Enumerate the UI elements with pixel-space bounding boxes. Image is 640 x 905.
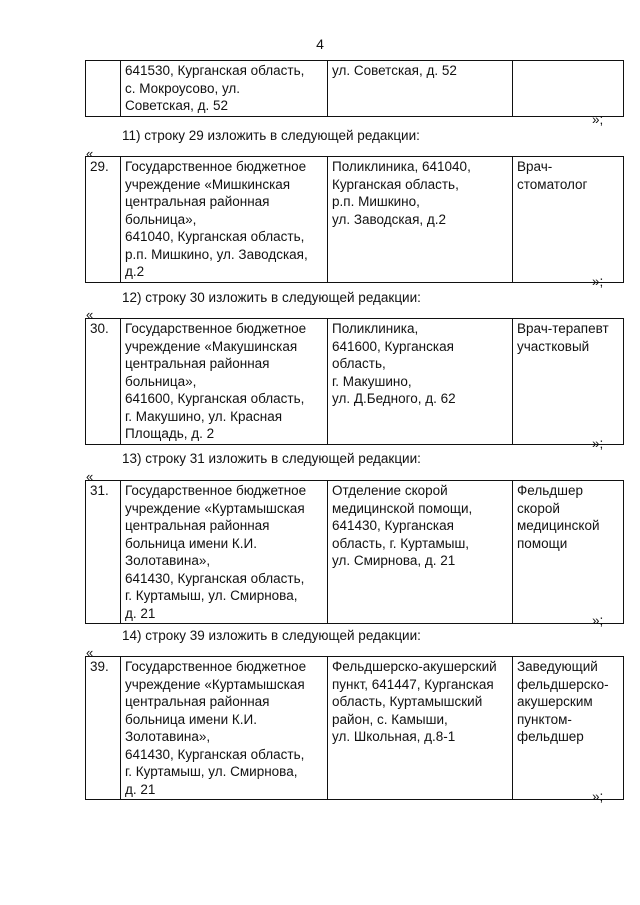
row-number: 39. [86,657,121,800]
table-row [85,480,624,624]
closing-quote: »; [592,112,604,127]
amendment-heading: 12) строку 30 изложить в следующей редакции: [122,290,421,305]
opening-quote: « [86,645,94,660]
table-row-fragment [85,60,624,117]
table-row [85,318,624,445]
position-cell [513,61,624,117]
closing-quote: »; [592,436,604,451]
address-cell: Отделение скорой медицинской помощи, 641430, Курганская область, г. Куртамыш, ул. Смирнова, д. 21 [328,481,513,624]
position-cell: Фельдшер скорой медицинской помощи [513,481,624,624]
row-number: 31. [86,481,121,624]
row-number [86,61,121,117]
amendment-heading: 14) строку 39 изложить в следующей редакции: [122,628,421,643]
row-number: 30. [86,319,121,445]
opening-quote: « [86,146,94,161]
closing-quote: »; [592,789,604,804]
position-cell: Врач-терапевт участковый [513,319,624,445]
institution-cell: Государственное бюджетное учреждение «Куртамышская центральная районная больница имени К.И. Золотавина», 641430, Курганская область, г. Куртамыш, ул. Смирнова, д. 21 [121,481,328,624]
institution-cell: Государственное бюджетное учреждение «Куртамышская центральная районная больница имени К.И. Золотавина», 641430, Курганская область, г. Куртамыш, ул. Смирнова, д. 21 [121,657,328,800]
amendment-heading: 11) строку 29 изложить в следующей редакции: [122,128,420,143]
institution-cell: Государственное бюджетное учреждение «Макушинская центральная районная больница», 641600, Курганская область, г. Макушино, ул. Красная Площадь, д. 2 [121,319,328,445]
closing-quote: »; [592,274,604,289]
table-row [85,656,624,800]
position-cell: Заведующий фельдшерско- акушерским пунктом- фельдшер [513,657,624,800]
amendment-heading: 13) строку 31 изложить в следующей редакции: [122,451,421,466]
position-cell: Врач- стоматолог [513,157,624,283]
address-cell: Поликлиника, 641600, Курганская область, г. Макушино, ул. Д.Бедного, д. 62 [328,319,513,445]
address-cell: ул. Советская, д. 52 [328,61,513,117]
institution-cell: 641530, Курганская область, с. Мокроусово, ул. Советская, д. 52 [121,61,328,117]
table-row [85,156,624,283]
row-number: 29. [86,157,121,283]
institution-cell: Государственное бюджетное учреждение «Мишкинская центральная районная больница», 641040, Курганская область, р.п. Мишкино, ул. Заводская, д.2 [121,157,328,283]
address-cell: Поликлиника, 641040, Курганская область, р.п. Мишкино, ул. Заводская, д.2 [328,157,513,283]
opening-quote: « [86,469,94,484]
closing-quote: »; [592,613,604,628]
page-number: 4 [316,36,324,52]
address-cell: Фельдшерско-акушерский пункт, 641447, Курганская область, Куртамышский район, с. Камыши, ул. Школьная, д.8-1 [328,657,513,800]
opening-quote: « [86,307,94,322]
